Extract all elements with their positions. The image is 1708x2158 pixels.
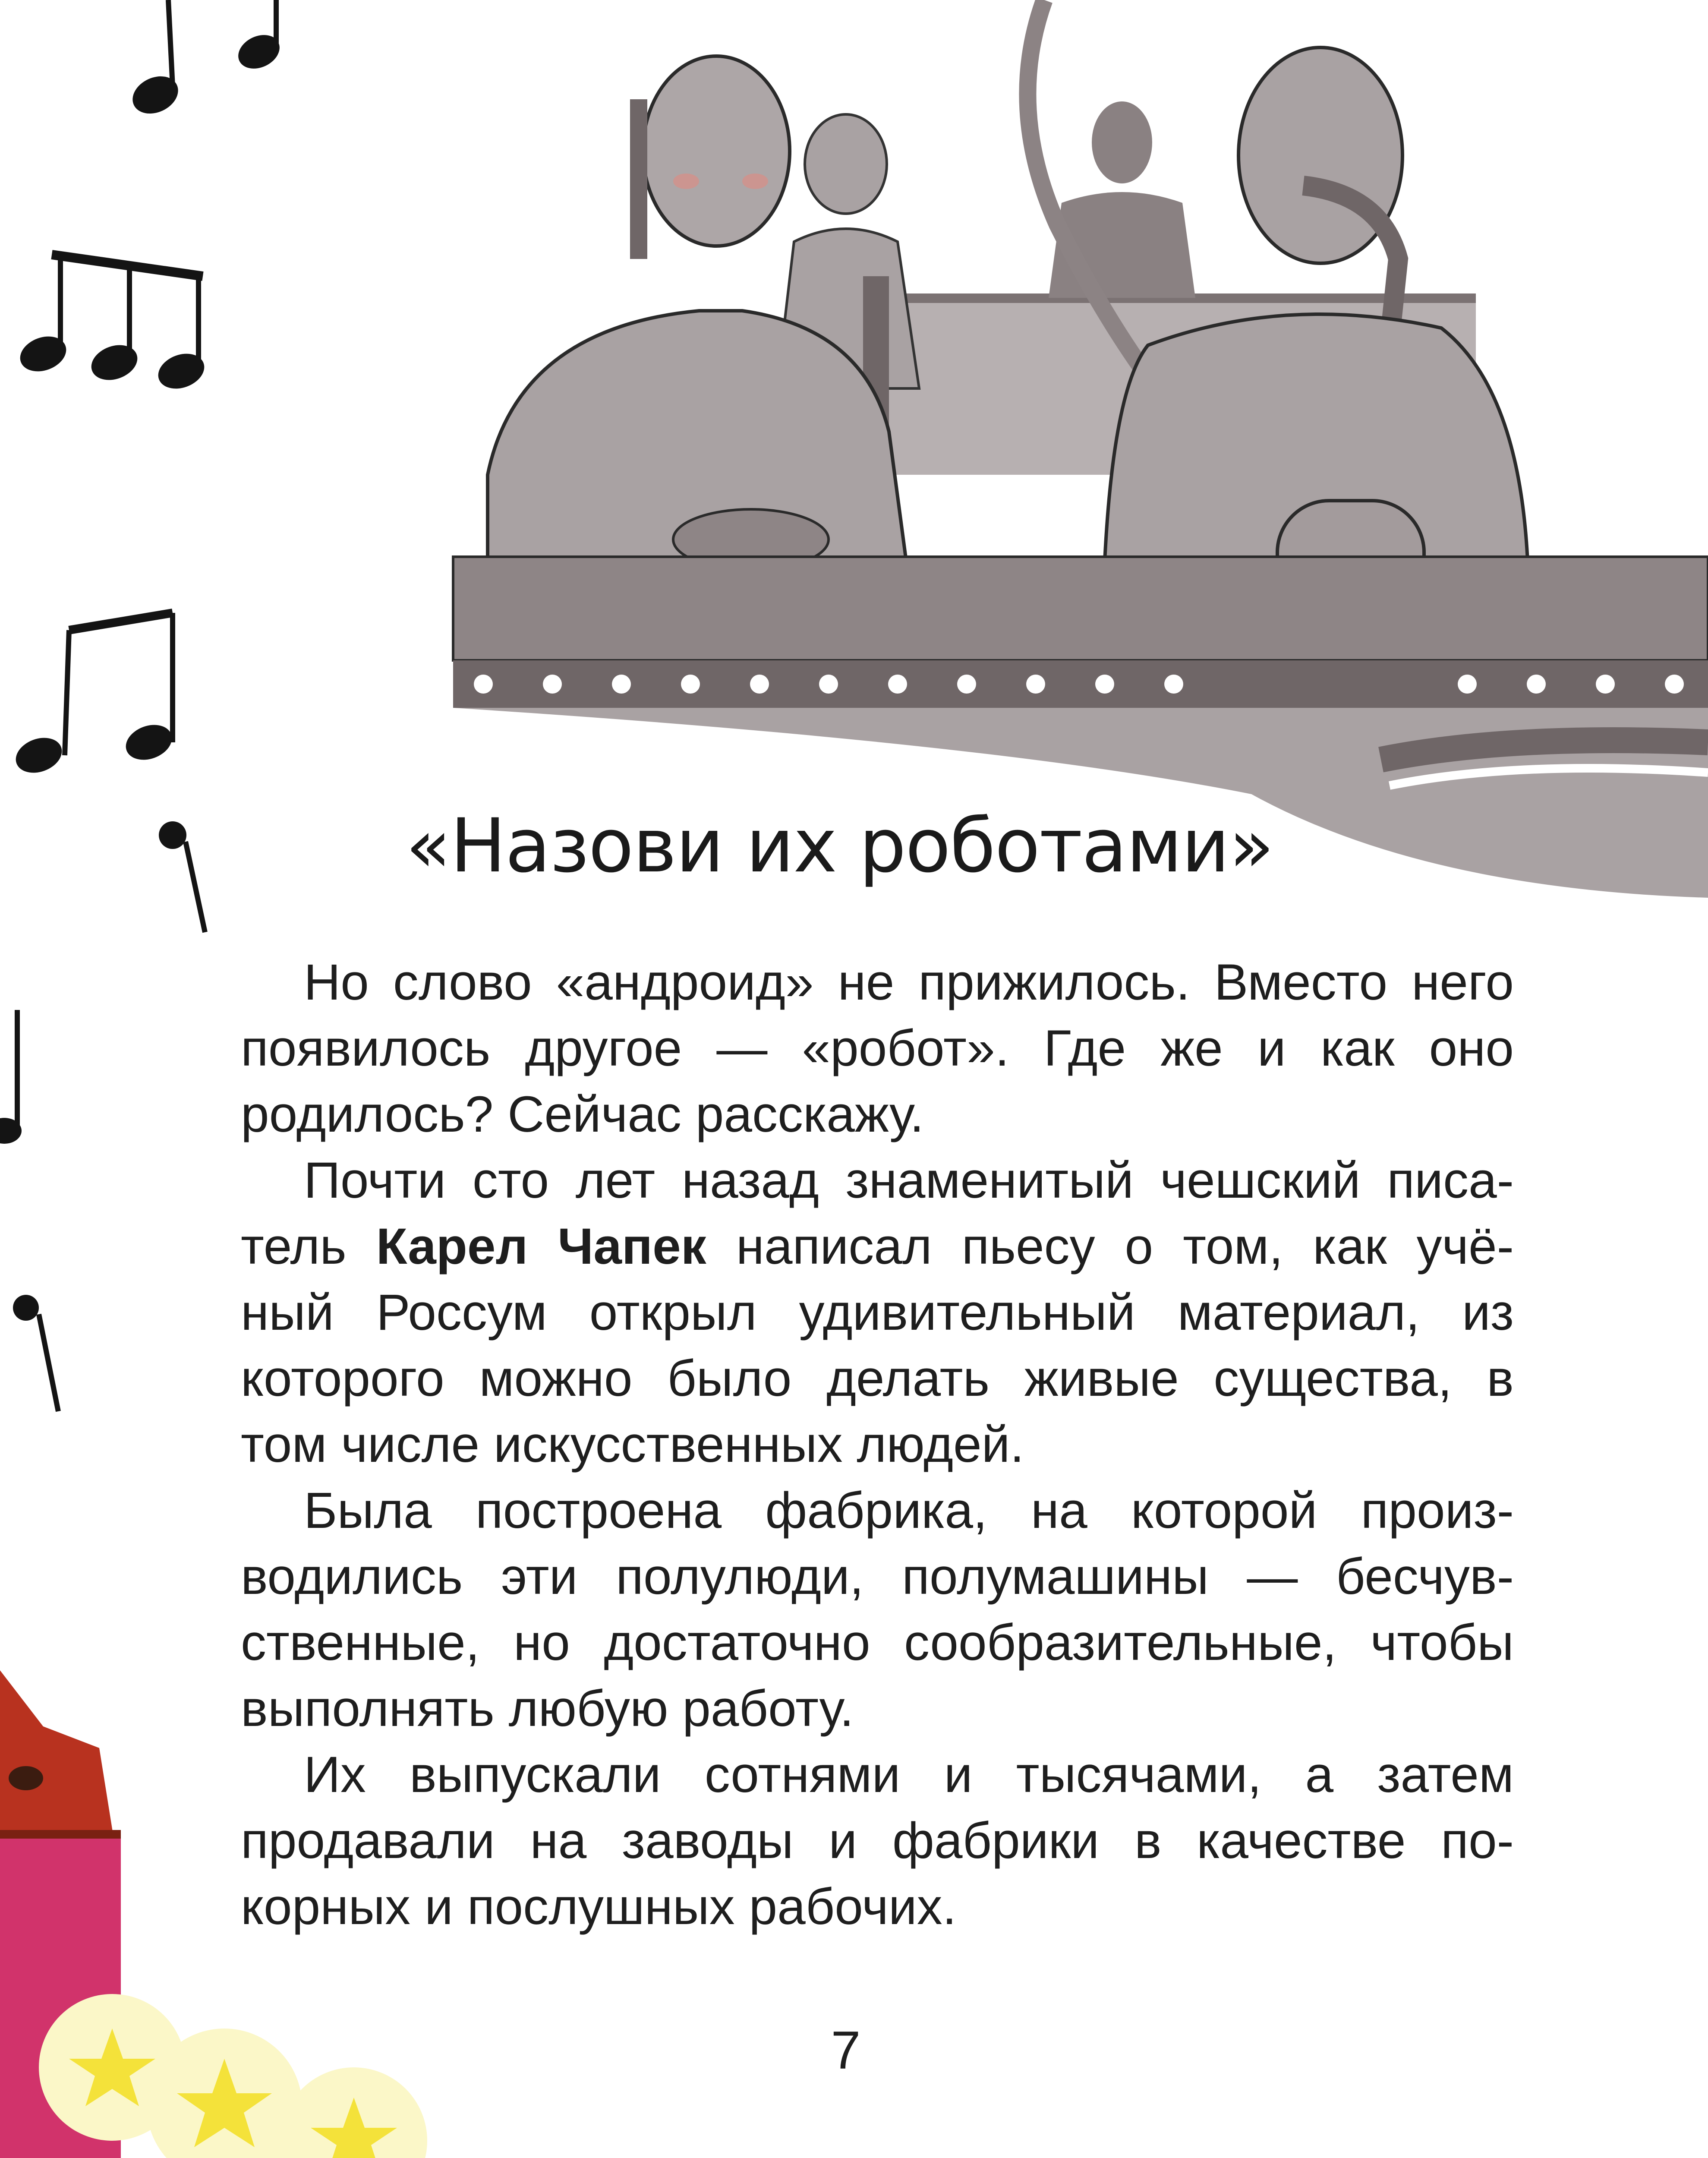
text-line: Почти сто лет назад знаменитый чешский писа-: [304, 1152, 1514, 1209]
author-name: Карел Чапек: [376, 1218, 706, 1275]
text-line: [178, 1214, 1514, 1280]
paragraph: [178, 1742, 1514, 1940]
text-line: ственные, но достаточно сообразительные, чтобы: [241, 1614, 1514, 1671]
text-line: Их выпускали сотнями и тысячами, а затем: [304, 1746, 1514, 1803]
robots-assembly-line-illustration: [453, 0, 1708, 898]
paragraph: [178, 1478, 1514, 1742]
page-title: «Назови их роботами»: [406, 802, 1273, 889]
text-line: родилось? Сейчас расскажу.: [241, 1086, 924, 1143]
text-line: ный Россум открыл удивительный материал, из: [241, 1284, 1514, 1341]
text-line: водились эти полулюди, полумашины — бесчув-: [241, 1548, 1514, 1605]
text-line: Но слово «андроид» не прижилось. Вместо него: [304, 954, 1514, 1011]
text-line: продавали на заводы и фабрики в качестве по-: [241, 1812, 1514, 1869]
text-line: которого можно было делать живые существа, в: [241, 1350, 1514, 1407]
text-run: тель: [241, 1218, 376, 1275]
text-line: выполнять любую работу.: [241, 1680, 854, 1737]
text-line: появилось другое — «робот». Где же и как оно: [241, 1020, 1514, 1077]
text-line: корных и послушных рабочих.: [241, 1878, 957, 1935]
paragraph: [178, 950, 1514, 1148]
page-number: 7: [831, 2021, 861, 2080]
body-text: [178, 950, 1514, 1940]
text-line: Была построена фабрика, на которой произ-: [304, 1482, 1514, 1539]
text-line: том числе искусственных людей.: [241, 1416, 1024, 1473]
paragraph: [178, 1148, 1514, 1478]
text-run: написал пьесу о том, как учё-: [706, 1218, 1514, 1275]
